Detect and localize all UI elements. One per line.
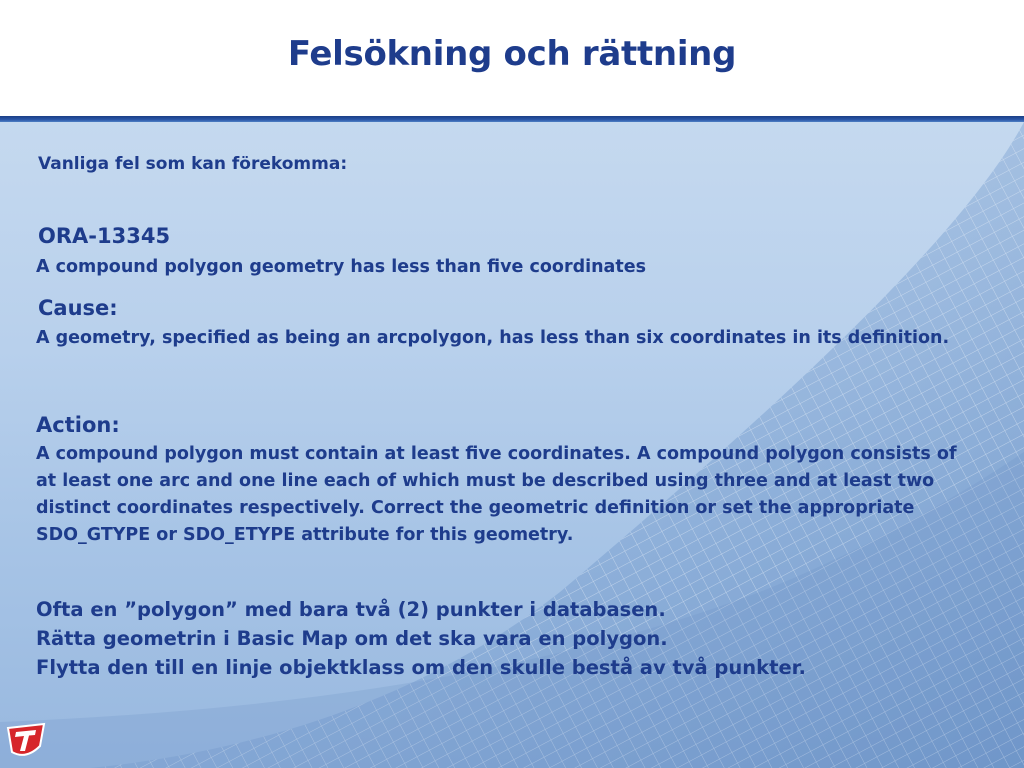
- action-text: A compound polygon must contain at least five coordinates. A compound polygon consists of at least one arc and one line each of which must be described using three and at least two distinct coordinates respectively. Correct the geometric definition or set the appropriate SDO_GTYPE or SDO_ETYPE attribute for this geometry.: [36, 444, 957, 545]
- cause-heading: Cause:: [38, 296, 118, 320]
- action-heading: Action:: [36, 413, 120, 437]
- note-line: Ofta en ”polygon” med bara två (2) punkter i databasen.: [36, 598, 666, 621]
- intro-text: Vanliga fel som kan förekomma:: [38, 154, 348, 174]
- cause-text: A geometry, specified as being an arcpolygon, has less than six coordinates in its definition.: [36, 328, 950, 348]
- note-line: Flytta den till en linje objektklass om den skulle bestå av två punkter.: [36, 656, 806, 679]
- error-code: ORA-13345: [38, 224, 171, 248]
- error-message: A compound polygon geometry has less than five coordinates: [36, 257, 647, 277]
- company-logo-icon: [4, 718, 48, 762]
- slide-title: Felsökning och rättning: [287, 34, 737, 74]
- note-line: Rätta geometrin i Basic Map om det ska vara en polygon.: [36, 627, 668, 650]
